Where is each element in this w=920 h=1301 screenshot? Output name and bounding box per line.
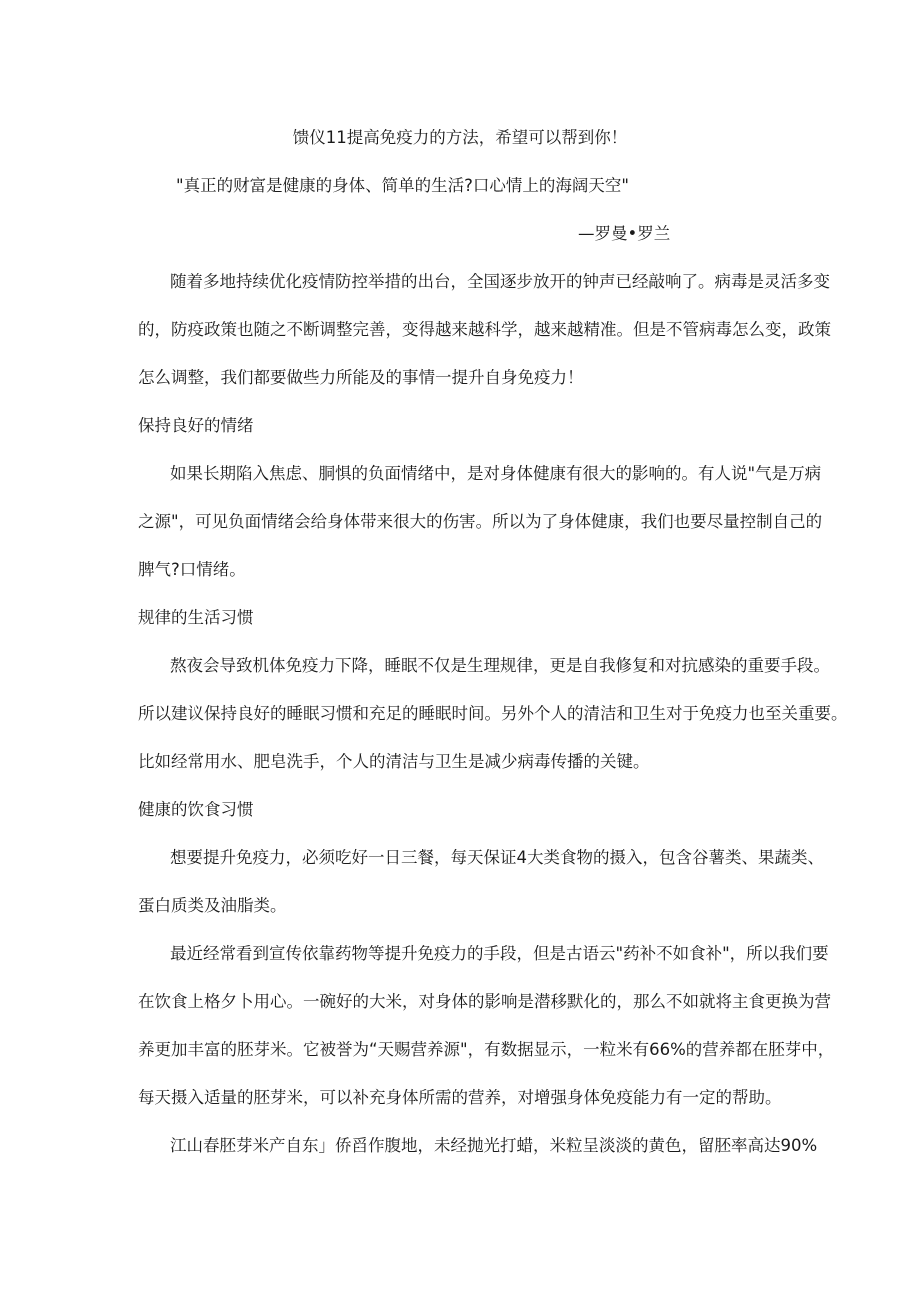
paragraph-line: 如果长期陷入焦虑、胴惧的负面情绪中，是对身体健康有很大的影响的。有人说"气是万病 [170, 464, 822, 483]
paragraph-line: 蛋白质类及油脂类。 [138, 896, 287, 915]
quote: "真正的财富是健康的身体、简单的生活?口心情上的海阔天空" [176, 176, 629, 195]
paragraph-line: 江山春胚芽米产自东」侨舀作腹地，未经抛光打蜡，米粒呈淡淡的黄色，留胚率高达90% [170, 1136, 818, 1155]
paragraph-line: 熬夜会导致机体免疫力下降，睡眠不仅是生理规律，更是自我修复和对抗感染的重要手段。 [170, 656, 830, 675]
paragraph-line: 比如经常用水、肥皂洗手，个人的清洁与卫生是减少病毒传播的关键。 [138, 752, 650, 771]
paragraph-line: 想要提升免疫力，必须吃好一日三餐，每天保证4大类食物的摄入，包含谷薯类、果蔬类、 [170, 848, 824, 867]
intro-line: 怎么调整，我们都要做些力所能及的事情一提升自身免疫力！ [138, 368, 584, 387]
quote-attribution: —罗曼•罗兰 [578, 224, 671, 243]
section-heading-lifestyle: 规律的生活习惯 [138, 608, 254, 627]
paragraph-line: 养更加丰富的胚芽米。它被誉为“天赐营养源"，有数据显示，一粒米有66%的营养都在胚芽中， [138, 1040, 835, 1059]
document-title: 馈仪11提高免疫力的方法，希望可以帮到你！ [292, 128, 628, 147]
paragraph-line: 每天摄入适量的胚芽米，可以补充身体所需的营养，对增强身体免疫能力有一定的帮助。 [138, 1088, 782, 1107]
section-heading-diet: 健康的饮食习惯 [138, 800, 254, 819]
intro-line: 的，防疫政策也随之不断调整完善，变得越来越科学，越来越精准。但是不管病毒怎么变，政策 [138, 320, 831, 339]
section-heading-emotion: 保持良好的情绪 [138, 416, 254, 435]
paragraph-line: 最近经常看到宣传依靠药物等提升免疫力的手段，但是古语云"药补不如食补"，所以我们要 [170, 944, 829, 963]
intro-line: 随着多地持续优化疫情防控举措的出台，全国逐步放开的钟声已经敲响了。病毒是灵活多变 [170, 272, 830, 291]
paragraph-line: 所以建议保持良好的睡眠习惯和充足的睡眠时间。另外个人的清洁和卫生对于免疫力也至关重要。 [138, 704, 848, 723]
paragraph-line: 脾气?口情绪。 [138, 560, 246, 579]
paragraph-line: 之源"，可见负面情绪会给身体带来很大的伤害。所以为了身体健康，我们也要尽量控制自己的 [138, 512, 823, 531]
paragraph-line: 在饮食上格夕卜用心。一碗好的大米，对身体的影响是潜移默化的，那么不如就将主食更换为营 [138, 992, 831, 1011]
